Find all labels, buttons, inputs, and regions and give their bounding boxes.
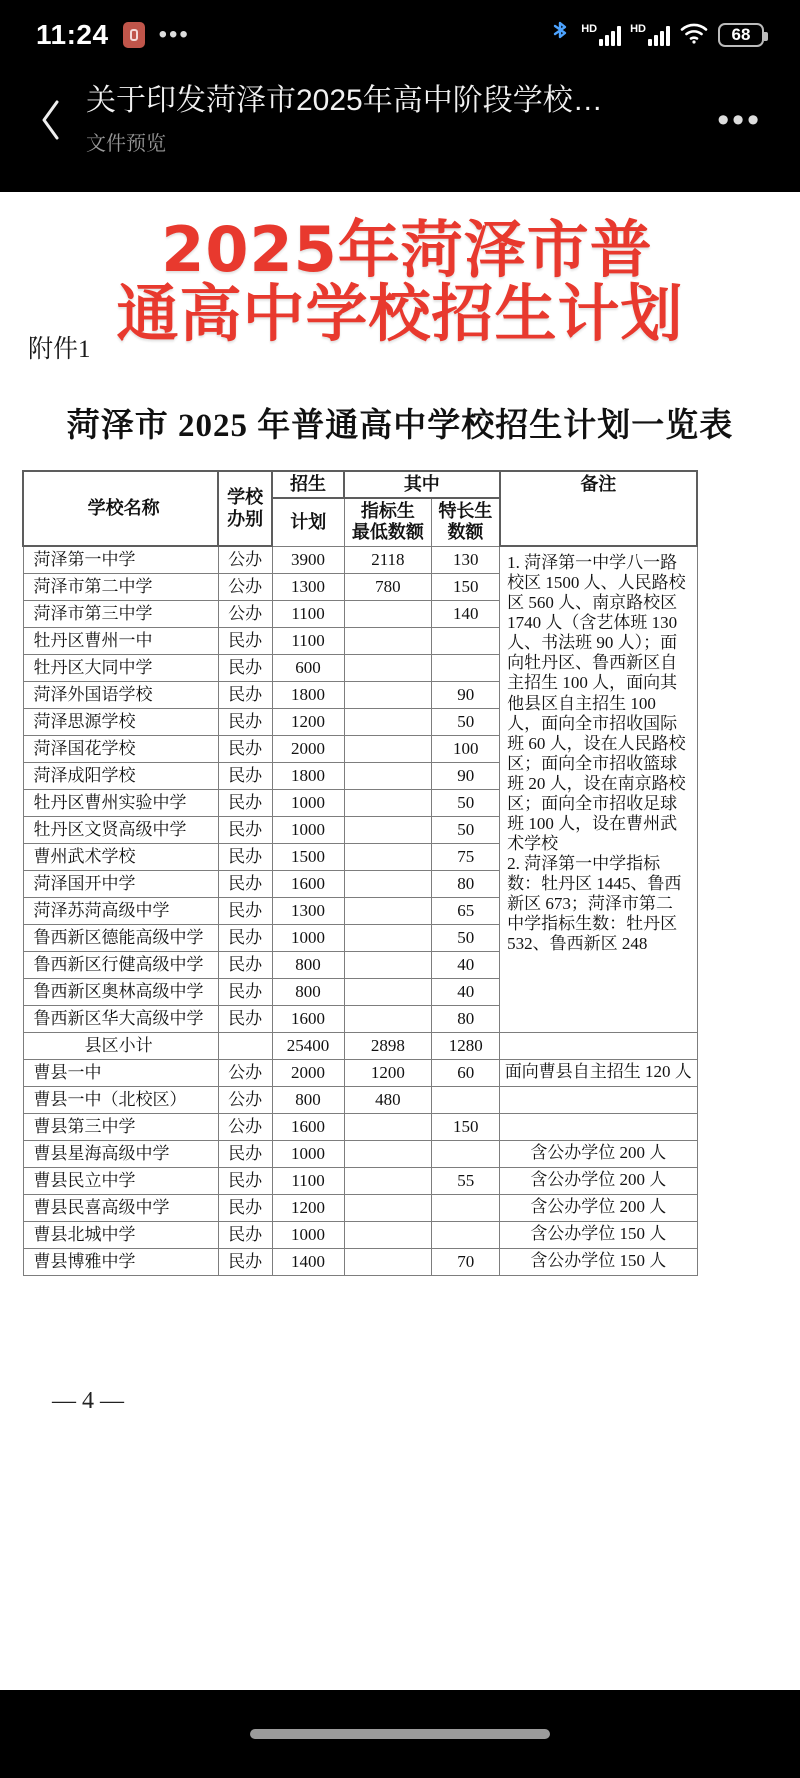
status-overflow-icon: •••	[158, 21, 190, 48]
cell-quota	[344, 924, 432, 951]
th-special-l2: 数额	[447, 522, 484, 543]
cell-school-name: 菏泽第一中学	[23, 546, 218, 573]
cell-subtotal-remarks	[500, 1032, 697, 1059]
cell-remarks: 含公办学位 200 人	[500, 1167, 697, 1194]
cell-school-type: 民办	[218, 627, 272, 654]
cell-special: 80	[432, 1005, 500, 1032]
cell-plan: 1000	[272, 1221, 344, 1248]
cell-school-name: 曹县北城中学	[23, 1221, 218, 1248]
th-among: 其中	[344, 471, 500, 498]
cell-plan: 1200	[272, 1194, 344, 1221]
cell-school-type: 民办	[218, 816, 272, 843]
cell-school-name: 曹县一中（北校区）	[23, 1086, 218, 1113]
cell-plan: 800	[272, 978, 344, 1005]
table-row	[23, 1086, 697, 1113]
cell-plan: 800	[272, 951, 344, 978]
cell-school-name: 牡丹区曹州一中	[23, 627, 218, 654]
sim2-signal-icon	[630, 24, 670, 46]
cell-school-type: 民办	[218, 1194, 272, 1221]
cell-school-type: 民办	[218, 843, 272, 870]
overlay-headline-line2: 通高中学校招生计划	[116, 276, 684, 350]
cell-special	[432, 1221, 500, 1248]
cell-school-name: 曹县博雅中学	[23, 1248, 218, 1275]
cell-school-type: 民办	[218, 762, 272, 789]
sim1-signal-icon	[581, 24, 621, 46]
cell-school-name: 曹县第三中学	[23, 1113, 218, 1140]
cell-quota	[344, 1140, 432, 1167]
cell-school-type: 民办	[218, 789, 272, 816]
sim1-hd-label: HD	[581, 23, 598, 35]
cell-school-name: 鲁西新区行健高级中学	[23, 951, 218, 978]
cell-plan: 3900	[272, 546, 344, 573]
table-row	[23, 546, 697, 573]
cell-special: 90	[432, 681, 500, 708]
cell-special: 90	[432, 762, 500, 789]
bluetooth-icon	[548, 20, 572, 51]
cell-plan: 2000	[272, 735, 344, 762]
page-subtitle: 文件预览	[86, 132, 166, 155]
cell-school-name: 菏泽外国语学校	[23, 681, 218, 708]
cell-remarks	[500, 1113, 697, 1140]
cell-plan: 1300	[272, 897, 344, 924]
battery-icon	[718, 23, 764, 47]
table-header	[23, 471, 697, 546]
cell-special: 40	[432, 951, 500, 978]
cell-special	[432, 1086, 500, 1113]
cell-special	[432, 1194, 500, 1221]
cell-remarks: 面向曹县自主招生 120 人	[500, 1059, 697, 1086]
cell-special: 50	[432, 708, 500, 735]
cell-quota	[344, 1113, 432, 1140]
cell-plan: 800	[272, 1086, 344, 1113]
cell-remarks: 含公办学位 150 人	[500, 1221, 697, 1248]
cell-special: 80	[432, 870, 500, 897]
cell-special: 100	[432, 735, 500, 762]
subtotal-row	[23, 1032, 697, 1059]
cell-school-type: 民办	[218, 924, 272, 951]
cell-school-name: 牡丹区大同中学	[23, 654, 218, 681]
cell-plan: 1000	[272, 789, 344, 816]
cell-plan: 1800	[272, 762, 344, 789]
cell-special	[432, 1140, 500, 1167]
cell-school-name: 鲁西新区奥林高级中学	[23, 978, 218, 1005]
cell-quota	[344, 735, 432, 762]
cell-school-name: 曹县一中	[23, 1059, 218, 1086]
back-chevron-icon[interactable]	[28, 90, 74, 150]
cell-special: 70	[432, 1248, 500, 1275]
cell-school-name: 曹县星海高级中学	[23, 1140, 218, 1167]
cell-special: 140	[432, 600, 500, 627]
cell-special	[432, 654, 500, 681]
cell-special	[432, 627, 500, 654]
cell-quota	[344, 708, 432, 735]
cell-remarks: 含公办学位 200 人	[500, 1140, 697, 1167]
plan-table-wrapper	[22, 470, 698, 1276]
th-school-type-l1: 学校	[227, 487, 264, 508]
cell-quota	[344, 789, 432, 816]
cell-special: 150	[432, 573, 500, 600]
cell-subtotal-type	[218, 1032, 272, 1059]
home-indicator[interactable]	[250, 1729, 550, 1739]
document-viewer[interactable]	[0, 170, 800, 1778]
cell-school-type: 民办	[218, 1248, 272, 1275]
cell-school-name: 鲁西新区德能高级中学	[23, 924, 218, 951]
cell-school-type: 公办	[218, 573, 272, 600]
cell-quota	[344, 843, 432, 870]
cell-quota	[344, 762, 432, 789]
cell-quota: 2118	[344, 546, 432, 573]
app-badge-icon	[123, 22, 145, 48]
cell-plan: 1600	[272, 1005, 344, 1032]
cell-plan: 1000	[272, 816, 344, 843]
th-quota-l1: 指标生	[360, 501, 415, 522]
cell-school-name: 鲁西新区华大高级中学	[23, 1005, 218, 1032]
overlay-headline-line1: 2025年菏泽市普	[161, 213, 653, 286]
more-options-icon[interactable]: •••	[717, 101, 762, 139]
cell-plan: 600	[272, 654, 344, 681]
cell-quota	[344, 1221, 432, 1248]
cell-remarks-block	[500, 546, 697, 1032]
cell-school-type: 民办	[218, 654, 272, 681]
bottom-navigation-bar	[0, 1690, 800, 1778]
cell-plan: 1400	[272, 1248, 344, 1275]
cell-plan: 1100	[272, 1167, 344, 1194]
cell-school-type: 民办	[218, 1005, 272, 1032]
cell-school-type: 民办	[218, 1167, 272, 1194]
table-header-row-1	[23, 471, 697, 498]
cell-plan: 1100	[272, 600, 344, 627]
cell-special: 65	[432, 897, 500, 924]
cell-quota	[344, 600, 432, 627]
battery-percent-label: 68	[731, 25, 751, 44]
cell-subtotal-label: 县区小计	[23, 1032, 218, 1059]
cell-remarks: 含公办学位 150 人	[500, 1248, 697, 1275]
cell-plan: 1000	[272, 1140, 344, 1167]
cell-quota	[344, 681, 432, 708]
cell-special: 75	[432, 843, 500, 870]
table-row	[23, 1113, 697, 1140]
cell-school-name: 牡丹区曹州实验中学	[23, 789, 218, 816]
th-plan-bottom: 计划	[272, 498, 344, 546]
cell-subtotal-quota: 2898	[344, 1032, 432, 1059]
cell-special: 50	[432, 924, 500, 951]
cell-school-type: 民办	[218, 978, 272, 1005]
table-body	[23, 546, 697, 1275]
cell-school-name: 曹县民喜高级中学	[23, 1194, 218, 1221]
table-row	[23, 1221, 697, 1248]
th-special	[432, 498, 500, 546]
cell-quota	[344, 897, 432, 924]
cell-special: 55	[432, 1167, 500, 1194]
table-row	[23, 1194, 697, 1221]
status-bar	[0, 0, 800, 70]
document-title: 菏泽市 2025 年普通高中学校招生计划一览表	[66, 408, 734, 444]
cell-quota	[344, 951, 432, 978]
cell-school-type: 民办	[218, 708, 272, 735]
remarks-paragraph-2: 2. 菏泽第一中学指标数：牡丹区 1445、鲁西新区 673；菏泽市第二中学指标生数：牡丹区 532、鲁西新区 248	[507, 853, 682, 954]
cell-plan: 1100	[272, 627, 344, 654]
cell-quota	[344, 1194, 432, 1221]
cell-school-type: 民办	[218, 951, 272, 978]
cell-school-type: 民办	[218, 735, 272, 762]
document-page	[0, 192, 800, 1692]
status-bar-right	[548, 20, 764, 51]
cell-quota	[344, 654, 432, 681]
cell-school-name: 菏泽市第三中学	[23, 600, 218, 627]
cell-quota	[344, 816, 432, 843]
cell-school-type: 公办	[218, 1059, 272, 1086]
cell-school-name: 菏泽国开中学	[23, 870, 218, 897]
cell-quota	[344, 1005, 432, 1032]
cell-plan: 2000	[272, 1059, 344, 1086]
attachment-label: 附件1	[28, 336, 91, 363]
cell-quota: 480	[344, 1086, 432, 1113]
cell-quota	[344, 870, 432, 897]
cell-school-type: 公办	[218, 1086, 272, 1113]
cell-school-type: 公办	[218, 1113, 272, 1140]
cell-remarks: 含公办学位 200 人	[500, 1194, 697, 1221]
cell-school-name: 菏泽苏菏高级中学	[23, 897, 218, 924]
cell-school-type: 公办	[218, 546, 272, 573]
cell-quota: 1200	[344, 1059, 432, 1086]
cell-quota	[344, 1248, 432, 1275]
cell-school-type: 民办	[218, 1140, 272, 1167]
cell-plan: 1800	[272, 681, 344, 708]
table-row	[23, 1167, 697, 1194]
cell-school-type: 民办	[218, 897, 272, 924]
status-bar-left	[36, 19, 190, 51]
th-school-type	[218, 471, 272, 546]
cell-school-name: 曹县民立中学	[23, 1167, 218, 1194]
cell-school-type: 公办	[218, 600, 272, 627]
cell-school-name: 曹州武术学校	[23, 843, 218, 870]
th-remarks: 备注	[500, 471, 697, 546]
cell-plan: 1300	[272, 573, 344, 600]
cell-school-name: 菏泽成阳学校	[23, 762, 218, 789]
th-quota-l2: 最低数额	[351, 522, 424, 543]
cell-school-name: 菏泽思源学校	[23, 708, 218, 735]
cell-plan: 1000	[272, 924, 344, 951]
cell-subtotal-special: 1280	[432, 1032, 500, 1059]
cell-special: 60	[432, 1059, 500, 1086]
th-school-name: 学校名称	[23, 471, 218, 546]
cell-plan: 1200	[272, 708, 344, 735]
cell-subtotal-plan: 25400	[272, 1032, 344, 1059]
cell-special: 150	[432, 1113, 500, 1140]
cell-school-name: 菏泽市第二中学	[23, 573, 218, 600]
cell-school-type: 民办	[218, 870, 272, 897]
cell-quota	[344, 1167, 432, 1194]
cell-quota	[344, 978, 432, 1005]
cell-plan: 1600	[272, 870, 344, 897]
cell-special: 40	[432, 978, 500, 1005]
table-row	[23, 1248, 697, 1275]
table-row	[23, 1059, 697, 1086]
sim2-hd-label: HD	[630, 23, 646, 35]
wifi-icon	[679, 21, 709, 50]
th-quota	[344, 498, 432, 546]
admission-plan-table	[22, 470, 698, 1276]
th-plan-top: 招生	[272, 471, 344, 498]
th-school-type-l2: 办别	[227, 508, 264, 529]
remarks-paragraph-1: 1. 菏泽第一中学八一路校区 1500 人、人民路校区 560 人、南京路校区 1740 人（含艺体班 130 人、书法班 90 人）；面向牡丹区、鲁西新区自主招生 100 人，面向其他县区自主招生 100 人，面向全市招收国际班 60 人，设在人民路校区；面向全市招收篮球班 20 人，设在南京路校区；面向全市招收足球班 100 人，设在曹州武术学校	[507, 553, 686, 853]
app-header	[0, 70, 800, 170]
header-title-block	[74, 84, 707, 156]
status-time: 11:24	[36, 19, 109, 50]
cell-quota	[344, 627, 432, 654]
cell-special: 130	[432, 546, 500, 573]
document-page-number: — 4 —	[52, 1388, 124, 1414]
cell-school-name: 菏泽国花学校	[23, 735, 218, 762]
cell-quota: 780	[344, 573, 432, 600]
table-row	[23, 1140, 697, 1167]
cell-plan: 1500	[272, 843, 344, 870]
cell-remarks	[500, 1086, 697, 1113]
cell-school-type: 民办	[218, 681, 272, 708]
page-title: 关于印发菏泽市2025年高中阶段学校…	[86, 84, 603, 118]
cell-school-name: 牡丹区文贤高级中学	[23, 816, 218, 843]
th-special-l1: 特长生	[438, 501, 493, 522]
cell-school-type: 民办	[218, 1221, 272, 1248]
cell-special: 50	[432, 789, 500, 816]
cell-plan: 1600	[272, 1113, 344, 1140]
cell-special: 50	[432, 816, 500, 843]
